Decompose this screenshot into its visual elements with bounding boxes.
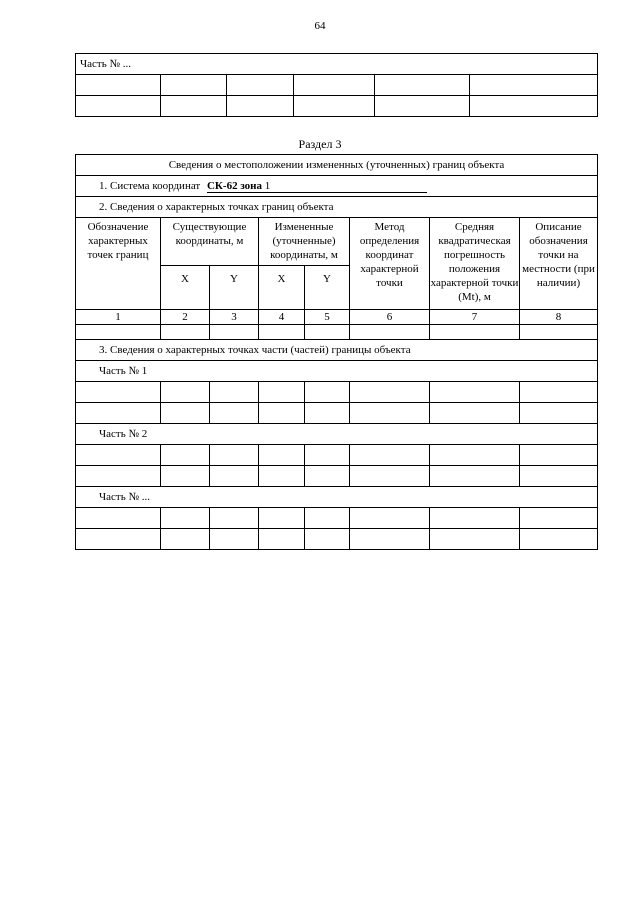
table-cell	[305, 445, 350, 466]
table-row	[76, 325, 598, 340]
table-cell	[520, 403, 598, 424]
table-cell	[305, 403, 350, 424]
coord-system-value	[207, 180, 427, 193]
table-row	[76, 403, 598, 424]
table-cell	[76, 325, 161, 340]
table-cell	[76, 508, 161, 529]
table-cell	[210, 529, 259, 550]
table-cell	[161, 403, 210, 424]
table-cell	[305, 382, 350, 403]
table-cell	[430, 529, 520, 550]
boundaries-table	[75, 154, 598, 550]
table-cell	[259, 403, 305, 424]
table-cell	[161, 508, 210, 529]
table-cell	[259, 445, 305, 466]
table-cell	[76, 96, 161, 117]
part-label: Часть № 1	[76, 361, 598, 382]
table-cell	[161, 382, 210, 403]
column-number: 6	[350, 310, 430, 325]
coord-system-row	[76, 176, 598, 197]
table-row	[76, 75, 598, 96]
table-cell	[350, 325, 430, 340]
table-cell	[210, 466, 259, 487]
col-changed: Измененные (уточненные) координаты, м	[259, 218, 350, 266]
table-cell	[520, 508, 598, 529]
table-cell	[76, 75, 161, 96]
part-label: Часть № 2	[76, 424, 598, 445]
table-row	[76, 529, 598, 550]
coord-system-value-rest: 1	[262, 179, 271, 192]
table-cell	[305, 325, 350, 340]
table-cell	[430, 445, 520, 466]
table-cell	[161, 445, 210, 466]
table-cell	[520, 529, 598, 550]
table-cell	[430, 508, 520, 529]
table-row	[76, 508, 598, 529]
table-cell	[76, 403, 161, 424]
top-part-heading: Часть № ...	[76, 54, 598, 75]
table-cell	[375, 96, 470, 117]
table-cell	[161, 466, 210, 487]
col-existing-x: X	[161, 266, 210, 310]
table-cell	[520, 325, 598, 340]
table-cell	[259, 529, 305, 550]
table-cell	[161, 96, 227, 117]
table-cell	[76, 529, 161, 550]
table-cell	[76, 466, 161, 487]
table-cell	[350, 529, 430, 550]
table-cell	[294, 75, 375, 96]
col-description: Описание обозначения точки на местности (при наличии)	[520, 218, 598, 310]
table-cell	[520, 466, 598, 487]
table-cell	[259, 508, 305, 529]
col-changed-x: X	[259, 266, 305, 310]
table-cell	[161, 325, 210, 340]
table-row	[76, 96, 598, 117]
table-cell	[350, 382, 430, 403]
col-error: Средняя квадратическая погрешность положения характерной точки (Mt), м	[430, 218, 520, 310]
table-cell	[161, 75, 227, 96]
col-existing: Существующие координаты, м	[161, 218, 259, 266]
table-cell	[350, 445, 430, 466]
column-number: 3	[210, 310, 259, 325]
table-row	[76, 466, 598, 487]
table-cell	[76, 382, 161, 403]
table-cell	[259, 382, 305, 403]
page-number: 64	[314, 20, 326, 32]
points-label: 2. Сведения о характерных точках границ объекта	[76, 197, 598, 218]
table-cell	[430, 325, 520, 340]
table-cell	[210, 508, 259, 529]
col-method: Метод определения координат характерной точки	[350, 218, 430, 310]
table-cell	[470, 96, 598, 117]
table-cell	[350, 466, 430, 487]
table-cell	[210, 403, 259, 424]
table-cell	[350, 403, 430, 424]
table-cell	[520, 445, 598, 466]
table-row	[76, 382, 598, 403]
table-cell	[375, 75, 470, 96]
table-cell	[227, 96, 294, 117]
table-cell	[350, 508, 430, 529]
column-numbers-row	[76, 310, 598, 325]
section-title: Раздел 3	[298, 137, 342, 151]
col-changed-y: Y	[305, 266, 350, 310]
col-existing-y: Y	[210, 266, 259, 310]
table-header: Сведения о местоположении измененных (уточненных) границ объекта	[76, 155, 598, 176]
column-number: 2	[161, 310, 210, 325]
table-cell	[430, 466, 520, 487]
column-number: 4	[259, 310, 305, 325]
table-cell	[520, 382, 598, 403]
column-number: 1	[76, 310, 161, 325]
table-cell	[161, 529, 210, 550]
part-label: Часть № ...	[76, 487, 598, 508]
col-designation: Обозначение характерных точек границ	[76, 218, 161, 310]
column-number: 7	[430, 310, 520, 325]
table-cell	[210, 445, 259, 466]
table-cell	[227, 75, 294, 96]
coord-system-label: 1. Система координат	[99, 179, 201, 192]
table-row	[76, 445, 598, 466]
column-number: 5	[305, 310, 350, 325]
column-number: 8	[520, 310, 598, 325]
table-cell	[430, 403, 520, 424]
parts-label: 3. Сведения о характерных точках части (частей) границы объекта	[76, 340, 598, 361]
table-cell	[305, 466, 350, 487]
table-cell	[210, 382, 259, 403]
coord-system-value-bold: СК-62 зона	[206, 179, 263, 192]
table-cell	[210, 325, 259, 340]
table-cell	[305, 529, 350, 550]
table-cell	[76, 445, 161, 466]
table-cell	[259, 466, 305, 487]
top-part-table	[75, 53, 598, 117]
table-cell	[470, 75, 598, 96]
table-cell	[259, 325, 305, 340]
table-cell	[294, 96, 375, 117]
table-cell	[305, 508, 350, 529]
table-cell	[430, 382, 520, 403]
